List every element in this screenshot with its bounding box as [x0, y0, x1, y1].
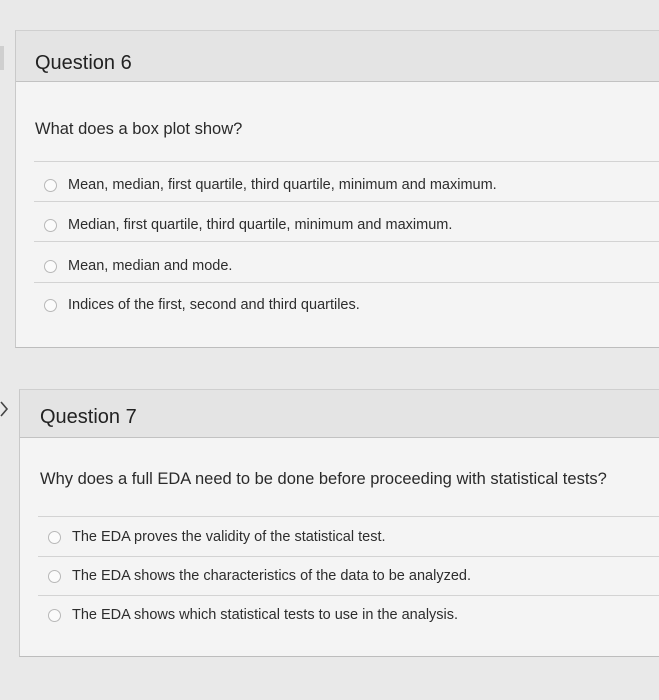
question-6-option-1[interactable] — [44, 174, 497, 196]
option-label: The EDA shows the characteristics of the data to be analyzed. — [72, 568, 471, 584]
option-label: Median, first quartile, third quartile, minimum and maximum. — [68, 217, 453, 233]
option-label: The EDA shows which statistical tests to use in the analysis. — [72, 607, 459, 623]
question-7-option-2[interactable] — [48, 565, 471, 587]
divider — [38, 595, 659, 596]
question-7-title: Question 7 — [40, 406, 137, 428]
question-6-option-2[interactable] — [44, 214, 452, 236]
question-6-title: Question 6 — [35, 52, 132, 74]
question-6-text: What does a box plot show? — [35, 120, 243, 138]
question-6-option-3[interactable] — [44, 255, 232, 277]
radio-unselected-icon[interactable] — [48, 609, 61, 622]
question-7-header — [20, 390, 659, 438]
question-6-option-4[interactable] — [44, 294, 360, 316]
divider — [38, 556, 659, 557]
divider — [38, 516, 659, 517]
radio-unselected-icon[interactable] — [48, 531, 61, 544]
chevron-right-icon — [0, 398, 10, 420]
question-7-card — [19, 389, 659, 657]
question-7-option-3[interactable] — [48, 604, 458, 626]
question-6-card — [15, 30, 659, 348]
option-label: Mean, median and mode. — [68, 258, 233, 274]
divider — [34, 161, 659, 162]
radio-unselected-icon[interactable] — [44, 179, 57, 192]
divider — [34, 241, 659, 242]
divider — [34, 282, 659, 283]
radio-unselected-icon[interactable] — [44, 299, 57, 312]
divider — [34, 201, 659, 202]
question-7-option-1[interactable] — [48, 526, 386, 548]
option-label: The EDA proves the validity of the statistical test. — [72, 529, 386, 545]
question-7-text: Why does a full EDA need to be done before proceeding with statistical tests? — [40, 470, 607, 488]
radio-unselected-icon[interactable] — [44, 219, 57, 232]
question-6-marker — [0, 46, 4, 70]
question-6-header — [16, 31, 659, 82]
option-label: Mean, median, first quartile, third quartile, minimum and maximum. — [68, 177, 497, 193]
radio-unselected-icon[interactable] — [44, 260, 57, 273]
option-label: Indices of the first, second and third quartiles. — [68, 297, 360, 313]
radio-unselected-icon[interactable] — [48, 570, 61, 583]
